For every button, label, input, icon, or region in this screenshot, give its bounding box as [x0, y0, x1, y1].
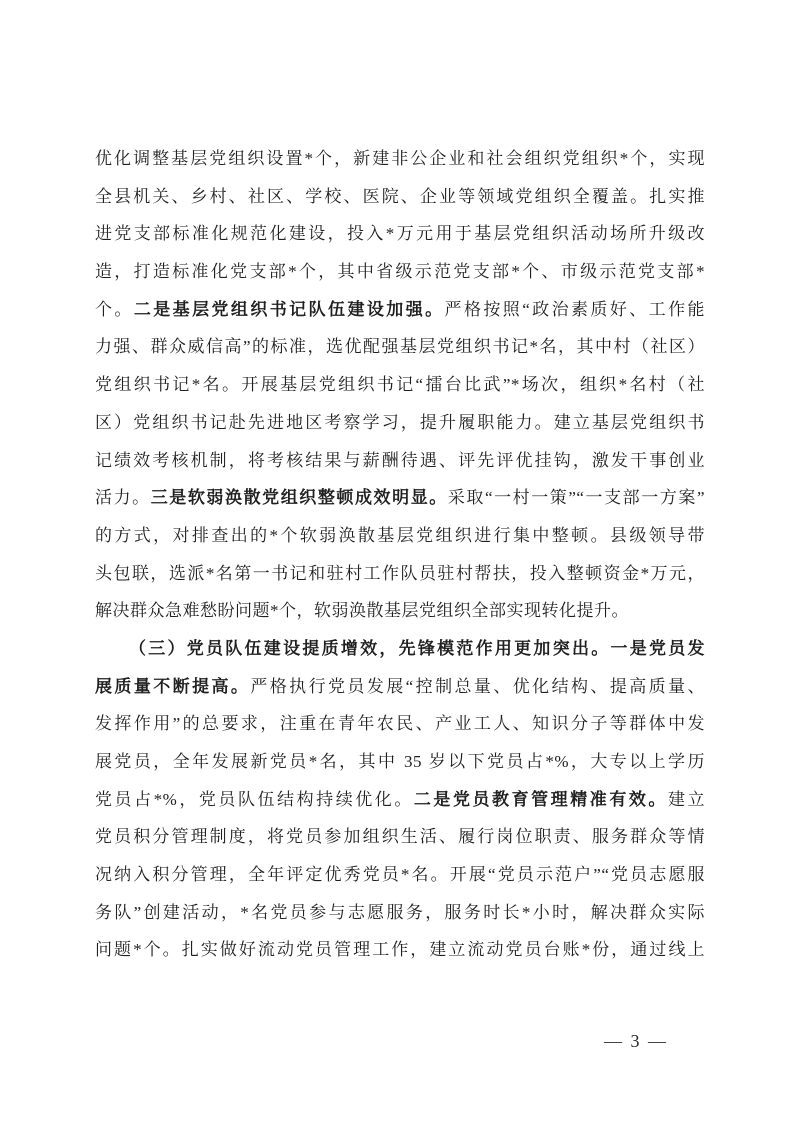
body-text: 记绩效考核机制，将考核结果与薪酬待遇、评先评优挂钩，激发干事创业 — [95, 450, 705, 470]
emphasis-text: 三是软弱涣散党组织整顿成效明显。 — [150, 488, 448, 508]
body-line — [95, 140, 705, 178]
body-line — [95, 404, 705, 442]
body-line — [95, 479, 705, 517]
body-text: 发挥作用”的总要求，注重在青年农民、产业工人、知识分子等群体中发 — [95, 714, 705, 734]
emphasis-text: 展质量不断提高。 — [95, 676, 251, 696]
emphasis-text: 二是党员教育管理精准有效。 — [413, 789, 668, 809]
body-line — [95, 668, 705, 706]
body-line — [95, 705, 705, 743]
body-line — [95, 818, 705, 856]
body-text: 务队”创建活动，*名党员参与志愿服务，服务时长*小时，解决群众实际 — [95, 902, 705, 922]
body-text: 问题*个。扎实做好流动党员管理工作，建立流动党员台账*份，通过线上 — [95, 940, 705, 960]
emphasis-text: （三）党员队伍建设提质增效，先锋模范作用更加突出。一是党员发 — [129, 638, 705, 658]
body-text: 党员积分管理制度，将党员参加组织生活、履行岗位职责、服务群众等情 — [95, 827, 705, 847]
body-text: 进党支部标准化规范化建设，投入*万元用于基层党组织活动场所升级改 — [95, 224, 705, 244]
body-line — [95, 291, 705, 329]
body-text: 力强、群众威信高”的标准，选优配强基层党组织书记*名，其中村（社区） — [95, 337, 705, 357]
body-line — [95, 592, 705, 630]
body-line — [95, 178, 705, 216]
body-line — [95, 517, 705, 555]
body-line — [95, 781, 705, 819]
body-line — [95, 253, 705, 291]
body-text: 优化调整基层党组织设置*个，新建非公企业和社会组织党组织*个，实现 — [95, 149, 705, 168]
body-text: 采取“一村一策”“一支部一方案” — [447, 488, 705, 508]
body-text: 全县机关、乡村、社区、学校、医院、企业等领域党组织全覆盖。扎实推 — [95, 186, 705, 206]
emphasis-text: 二是基层党组织书记队伍建设加强。 — [133, 299, 445, 319]
body-text: 的方式，对排查出的*个软弱涣散基层党组织进行集中整顿。县级领导带 — [95, 525, 705, 545]
body-text: 建立 — [667, 789, 705, 809]
document-body — [95, 140, 705, 969]
body-line — [95, 743, 705, 781]
body-line — [95, 215, 705, 253]
body-text: 展党员，全年发展新党员*名，其中 35 岁以下党员占*%，大专以上学历 — [95, 752, 705, 771]
body-line — [95, 555, 705, 593]
body-text: 严格按照“政治素质好、工作能 — [444, 299, 705, 319]
body-line — [95, 630, 705, 668]
body-line — [95, 856, 705, 894]
body-text: 活力。 — [95, 488, 151, 508]
body-line — [95, 366, 705, 404]
body-text: 造，打造标准化党支部*个，其中省级示范党支部*个、市级示范党支部* — [95, 262, 705, 282]
body-text: 头包联，选派*名第一书记和驻村工作队员驻村帮扶，投入整顿资金*万元， — [95, 563, 705, 583]
body-text: 党组织书记*名。开展基层党组织书记“擂台比武”*场次，组织*名村（社 — [95, 375, 705, 395]
body-line — [95, 931, 705, 969]
body-text: 解决群众急难愁盼问题*个，软弱涣散基层党组织全部实现转化提升。 — [95, 601, 629, 621]
body-line — [95, 894, 705, 932]
body-text: 严格执行党员发展“控制总量、优化结构、提高质量、 — [250, 676, 705, 696]
body-line — [95, 328, 705, 366]
page-number: — 3 — — [604, 1031, 668, 1051]
body-text: 区）党组织书记赴先进地区考察学习，提升履职能力。建立基层党组织书 — [95, 412, 705, 432]
body-text: 况纳入积分管理，全年评定优秀党员*名。开展“党员示范户”“党员志愿服 — [95, 865, 705, 885]
body-text: 个。 — [95, 299, 134, 319]
body-text: 党员占*%，党员队伍结构持续优化。 — [95, 789, 414, 809]
body-line — [95, 442, 705, 480]
